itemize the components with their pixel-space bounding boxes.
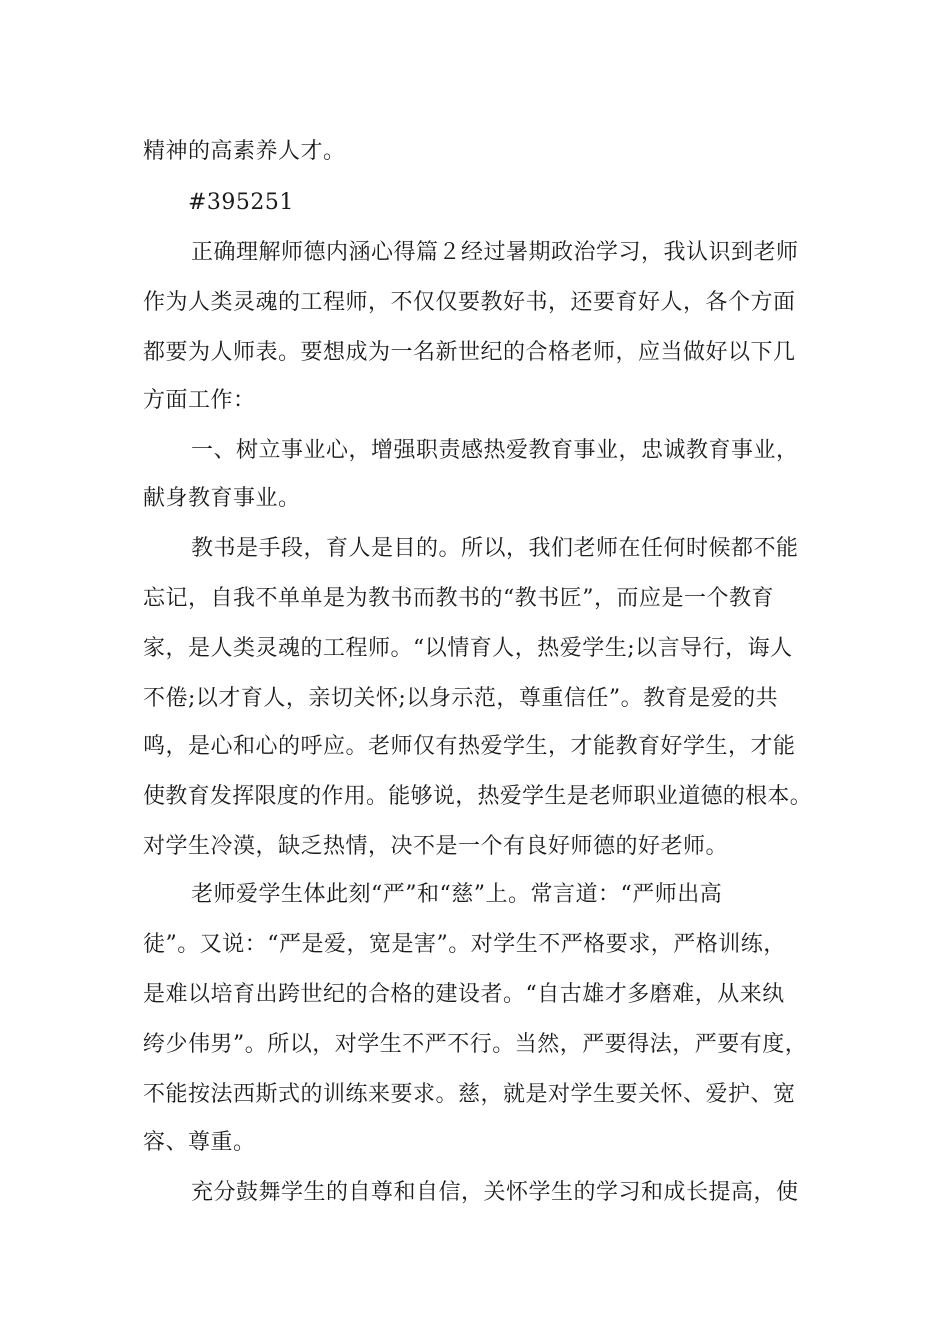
text-line: 正确理解师德内涵心得篇２经过暑期政治学习，我认识到老师 [191, 240, 799, 265]
text-line: 绔少伟男”。所以，对学生不严不行。当然，严要得法，严要有度， [143, 1032, 808, 1057]
text-line: 不倦;以才育人，亲切关怀;以身示范，尊重信任”。教育是爱的共 [143, 686, 779, 711]
document-id: #395251 [188, 190, 294, 215]
text-line: 不能按法西斯式的训练来要求。慈，就是对学生要关怀、爱护、宽 [143, 1082, 796, 1107]
text-line: 容、尊重。 [143, 1130, 256, 1155]
text-line: 一、树立事业心，增强职责感热爱教育事业，忠诚教育事业， [191, 438, 799, 463]
text-line: 精神的高素养人才。 [143, 139, 346, 164]
text-line: 鸣，是心和心的呼应。老师仅有热爱学生，才能教育好学生，才能 [143, 734, 796, 759]
text-line: 对学生冷漠，缺乏热情，决不是一个有良好师德的好老师。 [143, 834, 729, 859]
text-line: 都要为人师表。要想成为一名新世纪的合格老师，应当做好以下几 [143, 340, 796, 365]
text-line: 教书是手段，育人是目的。所以，我们老师在任何时候都不能 [191, 536, 799, 561]
text-line: 徒”。又说：“严是爱，宽是害”。对学生不严格要求，严格训练， [143, 932, 786, 957]
text-line: 使教育发挥限度的作用。能够说，热爱学生是老师职业道德的根本。 [143, 784, 813, 809]
text-line: 忘记，自我不单单是为教书而教书的“教书匠”，而应是一个教育 [143, 586, 774, 611]
text-line: 是难以培育出跨世纪的合格的建设者。“自古雄才多磨难，从来纨 [143, 982, 785, 1007]
text-line: 老师爱学生体此刻“严”和“慈”上。常言道：“严师出高 [191, 882, 723, 907]
text-line: 方面工作： [143, 388, 256, 413]
text-line: 作为人类灵魂的工程师，不仅仅要教好书，还要育好人，各个方面 [143, 290, 796, 315]
text-line: 献身教育事业。 [143, 486, 301, 511]
text-line: 充分鼓舞学生的自尊和自信，关怀学生的学习和成长提高，使 [191, 1180, 799, 1205]
text-line: 家，是人类灵魂的工程师。“以情育人，热爱学生;以言导行，诲人 [143, 636, 793, 661]
